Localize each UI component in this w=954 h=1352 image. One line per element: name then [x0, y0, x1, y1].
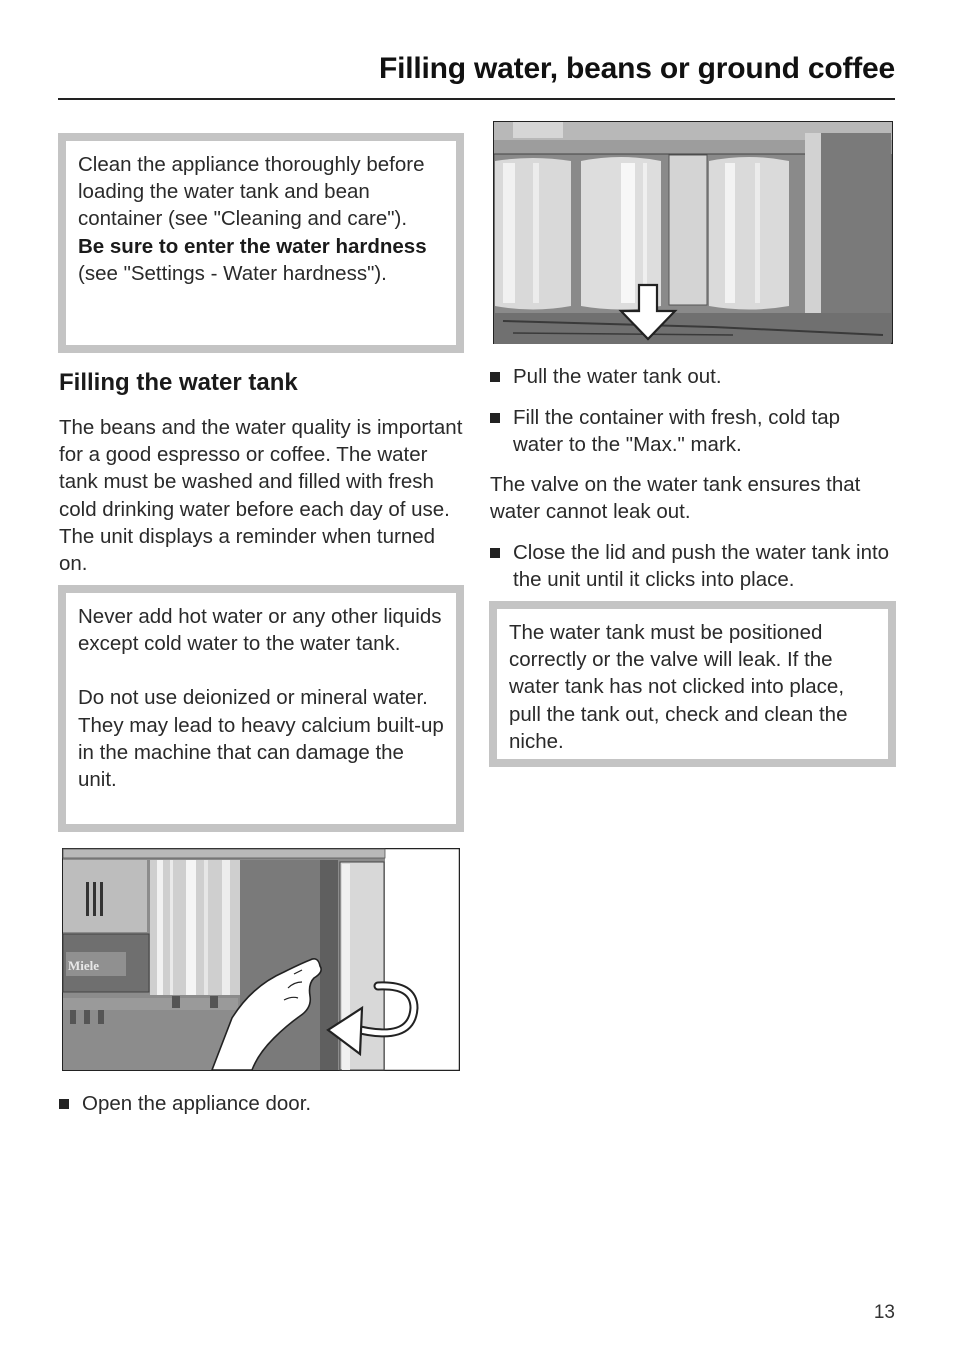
valve-paragraph: The valve on the water tank ensures that water cannot leak out.	[490, 473, 861, 524]
step-open-door	[59, 1090, 463, 1117]
step-open-door-text: Open the appliance door.	[82, 1092, 312, 1115]
cleaning-note-text	[78, 151, 444, 287]
step-pull-tank	[490, 363, 895, 390]
bullet-square	[490, 372, 500, 382]
positioning-note-box	[489, 601, 896, 767]
step-close-lid-text: Close the lid and push the water tank into the unit until it clicks into place.	[513, 541, 890, 592]
water-hardness-reference: (see "Settings - Water hardness").	[78, 261, 387, 285]
positioning-note-text: The water tank must be positioned correctly or the valve will leak. If the water tank has not clicked into place, pull the tank out, check and clean the niche.	[509, 621, 848, 753]
intro-paragraph: The beans and the water quality is important for a good espresso or coffee. The water tank must be washed and filled with fresh cold drinking water before each day of use. The unit displays a reminder when turned on.	[59, 416, 463, 576]
page-title: Filling water, beans or ground coffee	[378, 52, 895, 85]
bullet-square	[59, 1099, 69, 1109]
page-number: 13	[873, 1302, 895, 1323]
water-hardness-emphasis: Be sure to enter the water hardness	[78, 234, 427, 258]
bullet-square	[490, 548, 500, 558]
step-fill-container-text: Fill the container with fresh, cold tap water to the "Max." mark.	[513, 406, 841, 457]
mineral-water-warning: Do not use deionized or mineral water. They may lead to heavy calcium built-up in the machine that can damage the unit.	[78, 686, 444, 792]
bullet-square	[490, 413, 500, 423]
hot-water-warning: Never add hot water or any other liquids except cold water to the water tank.	[78, 605, 442, 656]
open-door-illustration	[62, 848, 460, 1071]
water-tank-illustration	[493, 121, 893, 344]
water-warning-note-box	[58, 585, 464, 832]
title-rule	[58, 98, 895, 100]
step-pull-tank-text: Pull the water tank out.	[513, 365, 722, 388]
brand-label: Miele	[68, 958, 100, 973]
cleaning-note-box	[58, 133, 464, 353]
section-heading: Filling the water tank	[59, 369, 298, 396]
step-close-lid	[490, 539, 895, 593]
cleaning-note-body: Clean the appliance thoroughly before loading the water tank and bean container (see "Cleaning and care").	[78, 153, 425, 231]
step-fill-container	[490, 404, 895, 458]
